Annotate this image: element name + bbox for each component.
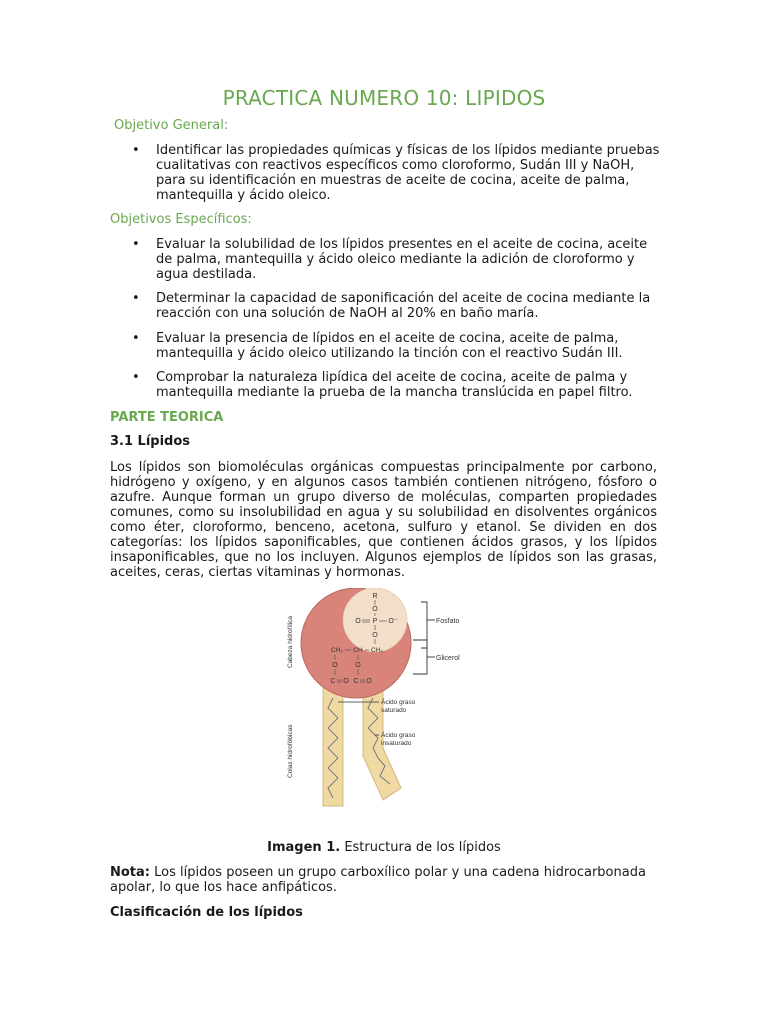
- bullet-icon: •: [132, 370, 140, 385]
- objetivos-especificos-list-3: [110, 331, 660, 361]
- o-carbonyl-left: O: [343, 678, 349, 685]
- acido-insaturado-label: Ácido graso: [381, 732, 416, 739]
- o-carbonyl-right: O: [366, 678, 372, 685]
- page-title: PRACTICA NUMERO 10: LIPIDOS: [222, 86, 546, 110]
- o-atom-bottom: O: [372, 632, 378, 639]
- objetivos-especificos-list-4: [110, 370, 660, 400]
- colas-hidrofobicas-label: Colas hidrofóbicas: [287, 724, 294, 778]
- p-atom: P: [372, 618, 378, 625]
- c-carbonyl-right: C: [353, 678, 359, 685]
- list-item: • Identificar las propiedades químicas y físicas de los lípidos mediante pruebas cualitativas con reactivos específicos como cloroformo, Sudán III y NaOH, para su identificación en muestras de aceite de cocina, aceite de palma, mantequilla y ácido oleico.: [132, 143, 660, 203]
- o-minus-atom: O⁻: [388, 618, 398, 625]
- list-item: • Comprobar la naturaleza lipídica del aceite de cocina, aceite de palma y mantequilla mediante la prueba de la mancha translúcida en papel filtro.: [132, 370, 633, 400]
- section-heading: 3.1 Lípidos: [110, 434, 191, 449]
- caption-label: Imagen 1.: [267, 840, 341, 855]
- objetivos-especificos-list: [110, 237, 660, 282]
- caption-text: Estructura de los lípidos: [340, 840, 501, 855]
- ch-center: CH: [353, 647, 363, 654]
- glicerol-bracket: [413, 640, 427, 674]
- r-atom: R: [372, 593, 378, 600]
- bullet-icon: •: [132, 291, 140, 306]
- objetivos-especificos-list-2: [110, 291, 660, 321]
- nota-label: Nota:: [110, 865, 150, 880]
- acido-insaturado-label-2: insaturado: [381, 740, 412, 747]
- body-paragraph: Los lípidos son biomoléculas orgánicas compuestas principalmente por carbono, hidrógeno y oxígeno, y en algunos casos también contienen nitrógeno, fósforo o azufre. Aunque forman un grupo diverso de moléculas, comparten propiedades comunes, como su insolubilidad en agua y su solubilidad en disolventes orgánicos como éter, cloroformo, benceno, acetona, sulfuro y etanol. Se dividen en dos categorías: los lípidos saponificables, que contienen ácidos grasos, y los lípidos insaponificables, que no los incluyen. Algunos ejemplos de lípidos son las grasas, aceites, ceras, ciertas vitaminas y hormonas.: [110, 460, 657, 580]
- list-item: • Evaluar la solubilidad de los lípidos presentes en el aceite de cocina, aceite de palma, mantequilla y ácido oleico mediante la adición de cloroformo y agua destilada.: [132, 237, 648, 282]
- o-ester-left: O: [332, 662, 338, 669]
- glicerol-label: Glicerol: [436, 655, 460, 662]
- fosfato-bracket: [421, 602, 427, 648]
- objetivo-general-heading: Objetivo General:: [114, 118, 229, 133]
- acido-saturado-label-2: saturado: [381, 707, 407, 714]
- o-atom-left: O: [355, 618, 361, 625]
- o-ester-right: O: [355, 662, 361, 669]
- o-atom-top: O: [372, 606, 378, 613]
- ch2-left: CH₂: [331, 647, 343, 654]
- fosfato-label: Fosfato: [436, 618, 460, 625]
- cabeza-hidrofilica-label: Cabeza hidrofílica: [287, 615, 294, 668]
- nota-paragraph: [110, 865, 657, 895]
- clasificacion-heading: Clasificación de los lípidos: [110, 905, 303, 920]
- lipid-structure-figure: [283, 588, 488, 813]
- saturated-tail: [323, 686, 343, 806]
- acido-saturado-label: Ácido graso: [381, 699, 416, 706]
- list-item: • Evaluar la presencia de lípidos en el aceite de cocina, aceite de palma, mantequilla y ácido oleico utilizando la tinción con el reactivo Sudán III.: [132, 331, 623, 361]
- bullet-icon: •: [132, 331, 140, 346]
- c-carbonyl-left: C: [330, 678, 336, 685]
- objetivo-general-list: [110, 143, 660, 203]
- nota-text: Los lípidos poseen un grupo carboxílico polar y una cadena hidrocarbonada apolar, lo que los hace anfipáticos.: [110, 865, 646, 895]
- list-item: • Determinar la capacidad de saponificación del aceite de cocina mediante la reacción con una solución de NaOH al 20% en baño maría.: [132, 291, 651, 321]
- bullet-icon: •: [132, 237, 140, 252]
- ch2-right: CH₂: [371, 647, 383, 654]
- figure-caption: [0, 840, 768, 855]
- parte-teorica-heading: PARTE TEORICA: [110, 410, 224, 425]
- bullet-icon: •: [132, 143, 140, 158]
- objetivos-especificos-heading: Objetivos Específicos:: [110, 212, 252, 227]
